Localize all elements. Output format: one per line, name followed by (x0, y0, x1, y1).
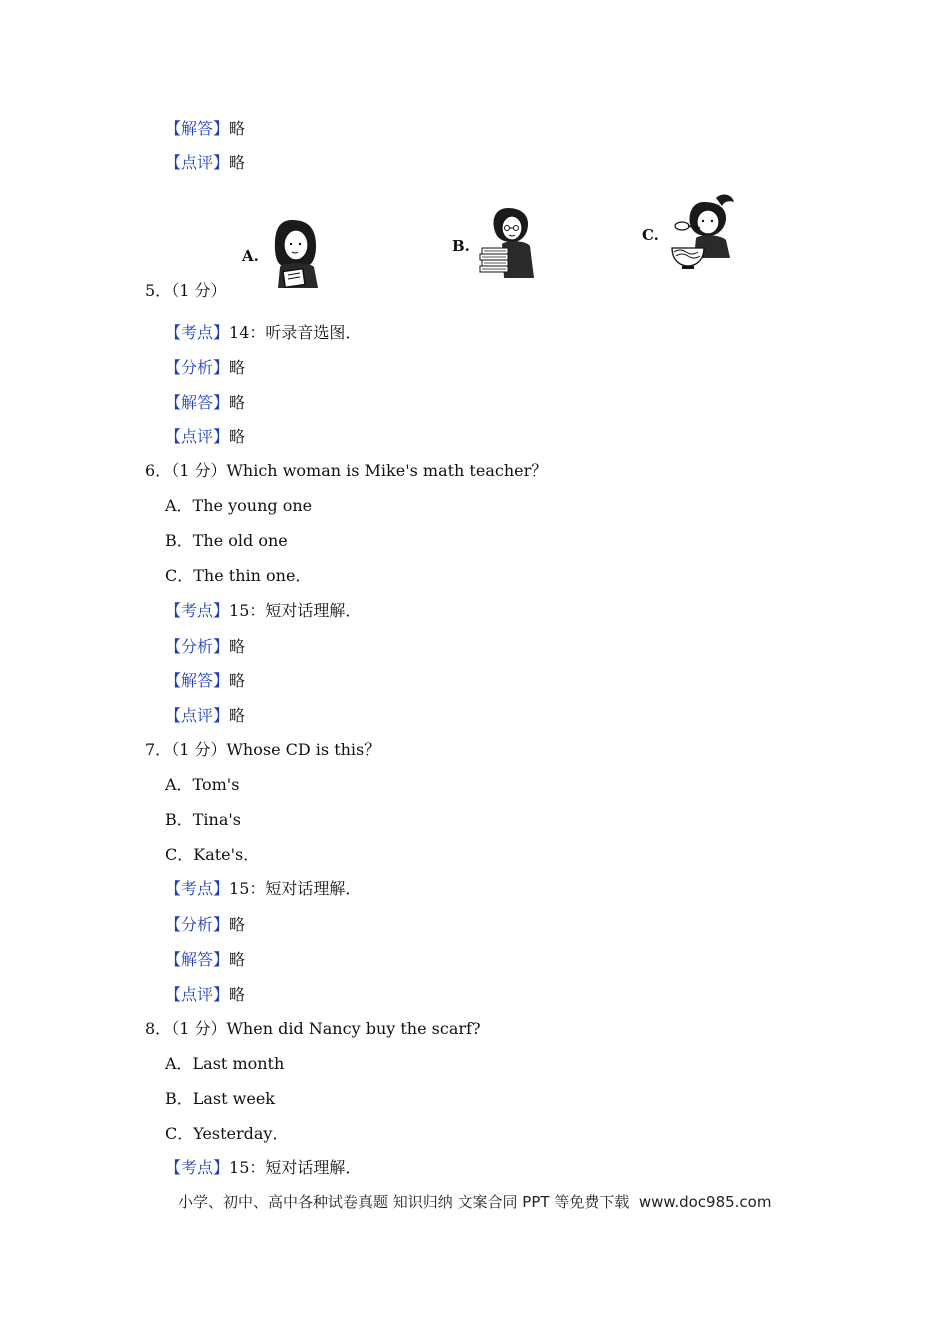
analysis-row-keypoint: 【考点】15：短对话理解． (165, 601, 362, 620)
option-c: C．Yesterday． (165, 1124, 289, 1143)
analysis-row-answer: 【解答】略 (165, 119, 246, 138)
option-b: B．The old one (165, 531, 288, 550)
option-a: A．Last month (165, 1054, 285, 1073)
analysis-row-comment: 【点评】略 (165, 706, 246, 725)
analysis-row-comment: 【点评】略 (165, 153, 246, 172)
option-a: A．Tom's (165, 775, 240, 794)
option-c: C．Kate's． (165, 845, 260, 864)
analysis-row-keypoint: 【考点】15：短对话理解． (165, 1158, 362, 1177)
footer-text: 小学、初中、高中各种试卷真题 知识归纳 文案合同 PPT 等免费下载 (178, 1193, 630, 1211)
footer-link[interactable]: www.doc985.com (638, 1193, 772, 1211)
answer-text: 略 (229, 119, 246, 138)
option-b-picture: B. (450, 204, 545, 284)
analysis-row-analysis: 【分析】略 (165, 358, 246, 377)
question-6-header: 6．（1 分）Which woman is Mike's math teacher？ (145, 461, 548, 480)
option-b: B．Last week (165, 1089, 275, 1108)
option-a: A．The young one (165, 496, 313, 515)
question-text: Which woman is Mike's math teacher？ (226, 461, 548, 480)
option-c: C．The thin one． (165, 566, 312, 585)
analysis-row-analysis: 【分析】略 (165, 637, 246, 656)
analysis-row-analysis: 【分析】略 (165, 915, 246, 934)
analysis-row-keypoint: 【考点】15：短对话理解． (165, 879, 362, 898)
analysis-row-answer: 【解答】略 (165, 671, 246, 690)
question-8-header: 8．（1 分）When did Nancy buy the scarf? (145, 1019, 481, 1038)
question-number: 5． (145, 281, 172, 300)
analysis-row-comment: 【点评】略 (165, 427, 246, 446)
question-score: （1 分） (171, 281, 227, 300)
analysis-row-answer: 【解答】略 (165, 393, 246, 412)
answer-tag: 解答 (181, 119, 214, 138)
analysis-row-comment: 【点评】略 (165, 985, 246, 1004)
option-a-picture: A. (240, 212, 330, 292)
girl-holding-book-icon (240, 212, 330, 292)
option-b: B．Tina's (165, 810, 242, 829)
question-7-header: 7．（1 分）Whose CD is this？ (145, 740, 381, 759)
question-text: Whose CD is this？ (226, 740, 381, 759)
page-footer (178, 1191, 771, 1212)
woman-carrying-books-icon (450, 204, 545, 284)
option-c-picture: C. (638, 192, 753, 277)
girl-eating-noodles-icon (638, 192, 753, 277)
analysis-row-keypoint: 【考点】14：听录音选图． (165, 323, 362, 342)
question-text: When did Nancy buy the scarf? (226, 1019, 481, 1038)
analysis-row-answer: 【解答】略 (165, 950, 246, 969)
question-5-header (145, 281, 226, 301)
